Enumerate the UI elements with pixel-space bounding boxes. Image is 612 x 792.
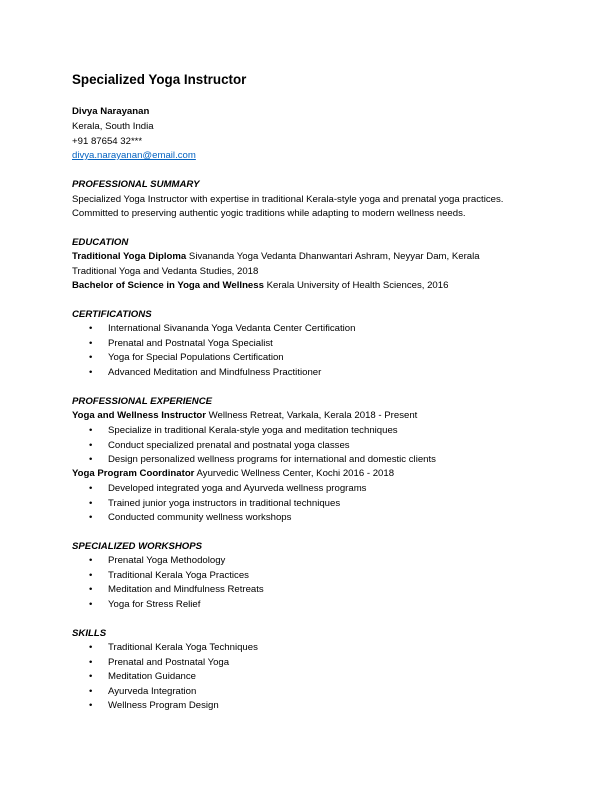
job-detail: Ayurvedic Wellness Center, Kochi 2016 - 2018 (194, 468, 395, 479)
contact-email-link[interactable]: divya.narayanan@email.com (72, 150, 196, 161)
list-item: • Prenatal and Postnatal Yoga Specialist (89, 337, 355, 352)
skills-list (89, 641, 258, 714)
education-detail: Sivananda Yoga Vedanta Dhanwantari Ashram, Neyyar Dam, Kerala (186, 251, 480, 262)
document-title: Specialized Yoga Instructor (72, 72, 247, 87)
education-detail: Kerala University of Health Sciences, 2016 (263, 280, 449, 291)
job-role: Yoga and Wellness Instructor (72, 410, 206, 421)
job-bullets (89, 424, 436, 468)
job-title-line (72, 409, 417, 422)
summary-heading: PROFESSIONAL SUMMARY (72, 179, 200, 190)
summary-line: Committed to preserving authentic yogic traditions while adapting to modern wellness needs. (72, 208, 466, 219)
workshops-heading: SPECIALIZED WORKSHOPS (72, 541, 203, 552)
list-item: • Traditional Kerala Yoga Techniques (89, 641, 258, 656)
education-entry (72, 279, 448, 292)
list-item: • Conducted community wellness workshops (89, 511, 366, 526)
job-role: Yoga Program Coordinator (72, 468, 195, 479)
summary-line: Specialized Yoga Instructor with expertise in traditional Kerala-style yoga and prenatal yoga practices. (72, 194, 504, 205)
list-item: • Prenatal Yoga Methodology (89, 554, 264, 569)
list-item: • Specialize in traditional Kerala-style yoga and meditation techniques (89, 424, 436, 439)
education-detail: Traditional Yoga and Vedanta Studies, 2018 (72, 266, 259, 277)
list-item: • Prenatal and Postnatal Yoga (89, 656, 258, 671)
certifications-list (89, 322, 355, 380)
list-item: • Meditation Guidance (89, 670, 258, 685)
contact-phone: +91 87654 32*** (72, 136, 143, 147)
contact-name: Divya Narayanan (72, 106, 150, 117)
list-item: • Yoga for Special Populations Certification (89, 351, 355, 366)
list-item: • Design personalized wellness programs for international and domestic clients (89, 453, 436, 468)
certifications-heading: CERTIFICATIONS (72, 309, 152, 320)
education-heading: EDUCATION (72, 237, 129, 248)
job-bullets (89, 482, 366, 526)
list-item: • Traditional Kerala Yoga Practices (89, 569, 264, 584)
list-item: • Wellness Program Design (89, 699, 258, 714)
skills-heading: SKILLS (72, 628, 107, 639)
workshops-list (89, 554, 264, 612)
education-entry (72, 250, 480, 263)
list-item: • International Sivananda Yoga Vedanta Center Certification (89, 322, 355, 337)
list-item: • Yoga for Stress Relief (89, 598, 264, 613)
education-degree: Bachelor of Science in Yoga and Wellness (72, 280, 264, 291)
job-detail: Wellness Retreat, Varkala, Kerala 2018 - Present (205, 410, 418, 421)
list-item: • Conduct specialized prenatal and postnatal yoga classes (89, 439, 436, 454)
list-item: • Trained junior yoga instructors in traditional techniques (89, 497, 366, 512)
experience-heading: PROFESSIONAL EXPERIENCE (72, 396, 213, 407)
list-item: • Developed integrated yoga and Ayurveda wellness programs (89, 482, 366, 497)
list-item: • Ayurveda Integration (89, 685, 258, 700)
education-entry (72, 265, 258, 278)
contact-location: Kerala, South India (72, 121, 154, 132)
list-item: • Advanced Meditation and Mindfulness Practitioner (89, 366, 355, 381)
list-item: • Meditation and Mindfulness Retreats (89, 583, 264, 598)
education-degree: Traditional Yoga Diploma (72, 251, 187, 262)
job-title-line (72, 467, 394, 480)
